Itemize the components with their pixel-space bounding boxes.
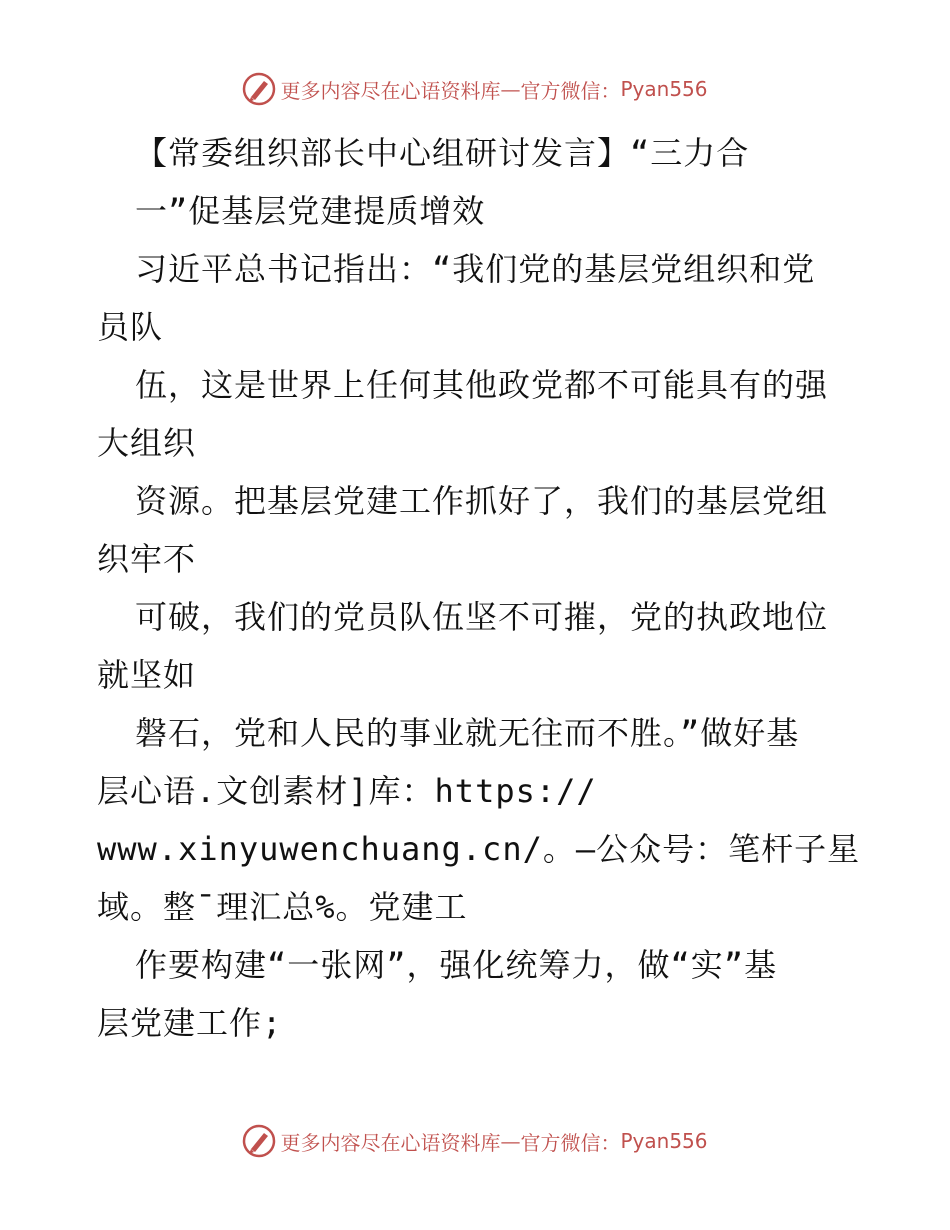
- document-body: [97, 124, 861, 1052]
- banner-separator: —: [500, 77, 521, 101]
- paragraph-line: 就坚如: [97, 656, 197, 694]
- paragraph-line: 伍，这是世界上任何其他政党都不可能具有的强: [135, 366, 829, 404]
- banner-wechat-id: Pyan556: [620, 77, 708, 101]
- paragraph-line: 域。整¯理汇总%。党建工: [97, 888, 468, 926]
- pen-logo-icon: [242, 72, 276, 106]
- banner-wechat-label: 官方微信：: [520, 1130, 621, 1155]
- paragraph-line: 习近平总书记指出：“我们党的基层党组织和党: [135, 250, 816, 288]
- header-banner: [0, 72, 950, 106]
- paragraph-line: 大组织: [97, 424, 197, 462]
- banner-wechat-label: 官方微信：: [520, 78, 621, 103]
- pen-logo-icon: [242, 1124, 276, 1158]
- paragraph-line: www.xinyuwenchuang.cn/。—公众号：笔杆子星: [97, 830, 861, 868]
- banner-text: 更多内容尽在心语资料库: [280, 1130, 501, 1155]
- footer-banner: [0, 1124, 950, 1158]
- paragraph-line: 织牢不: [97, 540, 197, 578]
- paragraph-line: 磐石，党和人民的事业就无往而不胜。”做好基: [135, 714, 800, 752]
- paragraph-line: 员队: [97, 308, 164, 346]
- banner-separator: —: [500, 1129, 521, 1153]
- paragraph-line: 资源。把基层党建工作抓好了，我们的基层党组: [135, 482, 829, 520]
- paragraph-line: 层心语.文创素材]库：https://: [97, 772, 597, 810]
- banner-text: 更多内容尽在心语资料库: [280, 78, 501, 103]
- paragraph-line: 可破，我们的党员队伍坚不可摧，党的执政地位: [135, 598, 829, 636]
- banner-wechat-id: Pyan556: [620, 1129, 708, 1153]
- title-line-2: 一”促基层党建提质增效: [135, 192, 486, 230]
- paragraph-line: 层党建工作;: [97, 1004, 283, 1042]
- title-line-1: 【常委组织部长中心组研讨发言】“三力合: [135, 134, 750, 172]
- paragraph-line: 作要构建“一张网”，强化统筹力，做“实”基: [135, 946, 778, 984]
